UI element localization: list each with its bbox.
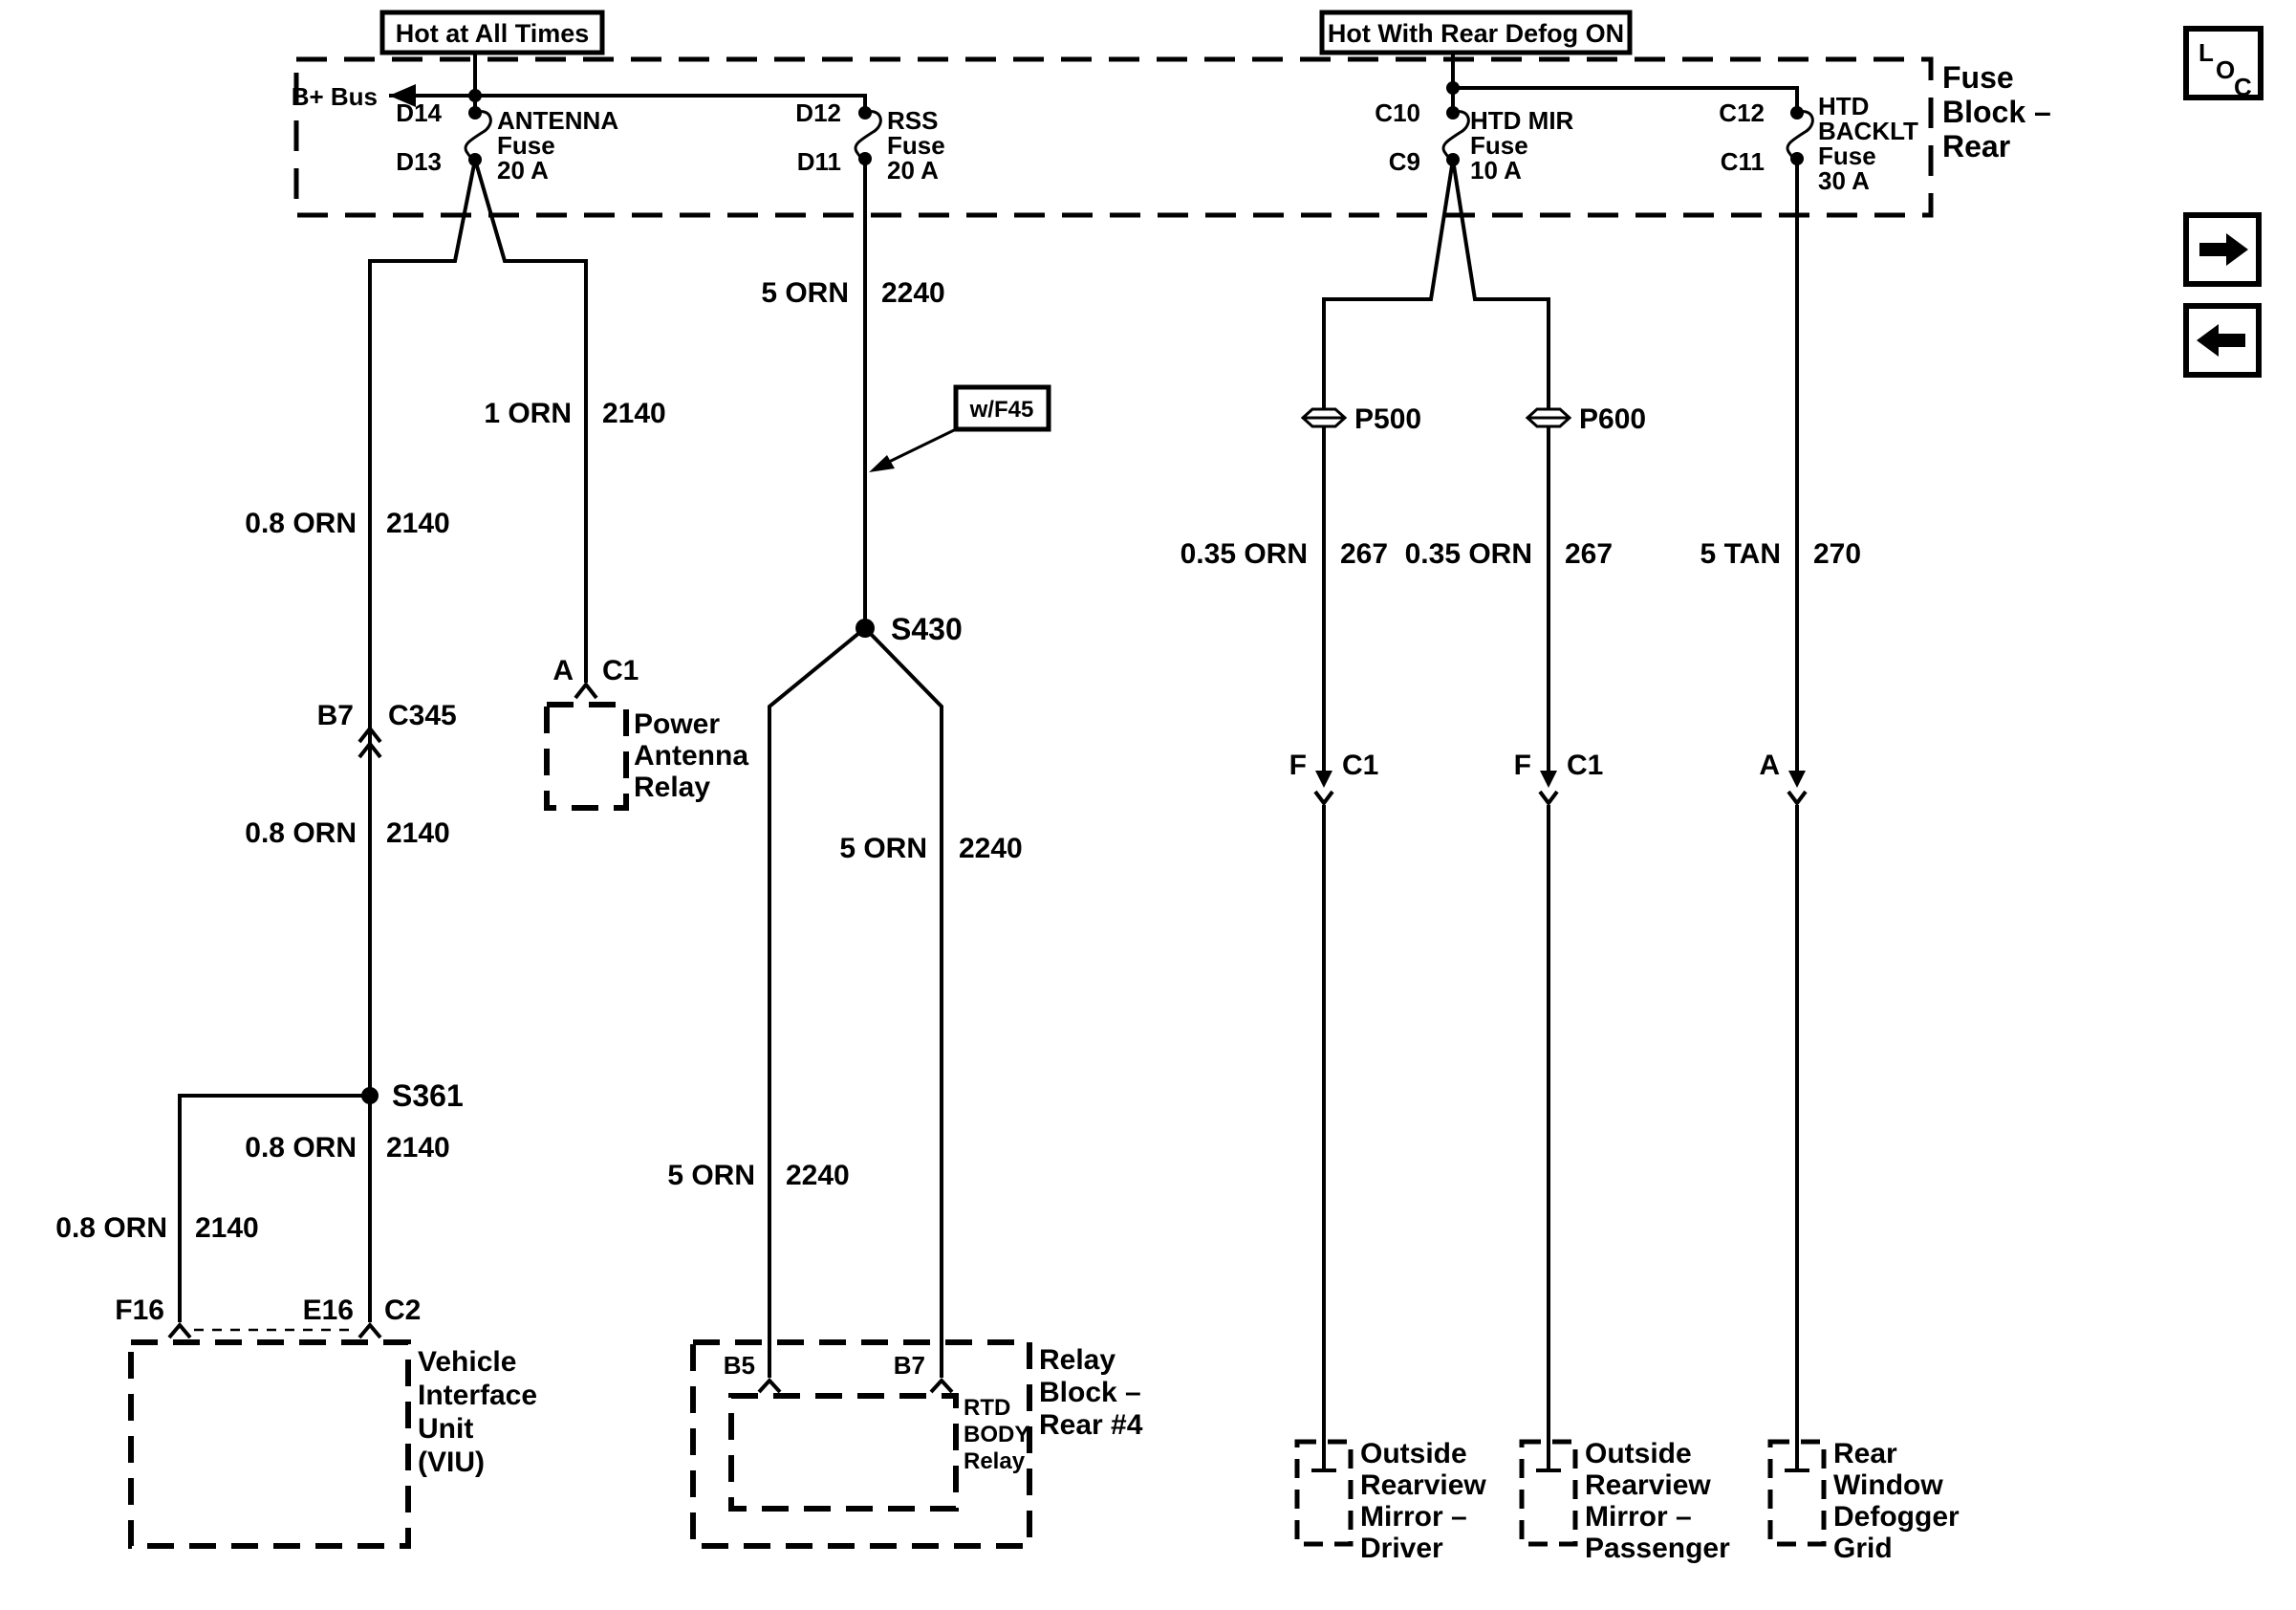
pin-d13: D13 — [396, 147, 442, 176]
viu-label4: (VIU) — [418, 1447, 485, 1478]
wf45-pointer-arrowhead — [869, 455, 895, 472]
htd-backlt-fuse-name2: BACKLT — [1818, 117, 1918, 145]
connector-viu-pin-e16: E16 — [302, 1295, 354, 1326]
relay-block-pin-b7: B7 — [893, 1351, 925, 1380]
fuse-block-label-line2: Block – — [1942, 95, 2051, 129]
p600-label: P600 — [1579, 403, 1647, 435]
relay-block-pin-b5: B5 — [723, 1351, 755, 1380]
viu-label3: Unit — [418, 1413, 474, 1445]
htd-mir-fuse-word: Fuse — [1470, 131, 1528, 160]
wire-label-orn1-circuit: 2140 — [602, 398, 666, 429]
prev-page-button[interactable] — [2186, 306, 2259, 375]
wire-label-passenger-size: 0.35 ORN — [1404, 538, 1532, 570]
htd-backlt-fuse-rating: 30 A — [1818, 166, 1870, 195]
connector-chevron — [1788, 792, 1806, 803]
hot-with-rear-defog-label: Hot With Rear Defog ON — [1327, 19, 1625, 48]
connector-f-c1-driver — [1315, 771, 1332, 803]
antenna-fuse-name: ANTENNA — [497, 106, 619, 135]
connector-viu-pin-f16: F16 — [115, 1295, 164, 1326]
bplus-bus-label: B+ Bus — [291, 82, 378, 111]
wire-label-orn08-1-size: 0.8 ORN — [245, 508, 357, 539]
htd-mir-fuse-rating: 10 A — [1470, 156, 1522, 185]
antenna-fuse-rating: 20 A — [497, 156, 549, 185]
antenna-fuse-word: Fuse — [497, 131, 555, 160]
htd-mir-fuse-name: HTD MIR — [1470, 106, 1574, 135]
hot-at-all-times-label: Hot at All Times — [395, 19, 590, 48]
wire-label-defogger-circuit: 270 — [1813, 538, 1862, 570]
mirror-driver-label2: Rearview — [1360, 1469, 1486, 1501]
wire-label-orn5-top-size: 5 ORN — [761, 277, 849, 309]
connector-antenna-relay-pin: A — [552, 655, 574, 686]
wire-label-orn1-size: 1 ORN — [484, 398, 572, 429]
connector-arrowhead — [1788, 771, 1806, 788]
relay-block-label2: Block – — [1039, 1377, 1141, 1408]
wire-label-orn5-left-size: 5 ORN — [667, 1160, 755, 1191]
wire-mirror-passenger-feed-top — [1453, 160, 1549, 409]
mirror-driver-label1: Outside — [1360, 1438, 1467, 1469]
connector-chevron — [1315, 792, 1332, 803]
wire-label-orn08-2-circuit: 2140 — [386, 817, 450, 849]
wire-label-orn08-4-size: 0.8 ORN — [55, 1212, 167, 1244]
mirror-passenger-label2: Rearview — [1585, 1469, 1711, 1501]
connector-viu-name-c2: C2 — [384, 1295, 422, 1326]
wire-rtd-b5 — [769, 628, 865, 1378]
wire-label-defogger-size: 5 TAN — [1700, 538, 1781, 570]
connector-a-defogger-pin: A — [1759, 750, 1780, 781]
pin-c10: C10 — [1375, 98, 1420, 127]
wire-bplus-bus — [389, 96, 865, 113]
loc-letter-c: C — [2234, 73, 2252, 101]
defogger-grid-label1: Rear — [1833, 1438, 1897, 1469]
power-antenna-relay-label1: Power — [634, 708, 721, 740]
junction-dot-left — [468, 89, 482, 102]
wire-label-orn08-3-size: 0.8 ORN — [245, 1132, 357, 1164]
p500-label: P500 — [1354, 403, 1422, 435]
relay-block-label3: Rear #4 — [1039, 1409, 1143, 1441]
wire-rtd-b7 — [865, 628, 942, 1378]
connector-arrowhead — [1540, 771, 1557, 788]
viu-chevron-f16 — [169, 1325, 190, 1338]
connector-c1-driver-name: C1 — [1342, 750, 1379, 781]
viu-label2: Interface — [418, 1380, 538, 1411]
wire-label-driver-circuit: 267 — [1340, 538, 1389, 570]
power-antenna-relay-label3: Relay — [634, 772, 711, 803]
connector-arrowhead — [1315, 771, 1332, 788]
wf45-pointer-line — [887, 429, 956, 463]
rtd-body-relay-label2: BODY — [964, 1422, 1030, 1447]
mirror-driver-label4: Driver — [1360, 1533, 1443, 1564]
pin-c9: C9 — [1388, 147, 1420, 176]
wire-label-driver-size: 0.35 ORN — [1180, 538, 1308, 570]
wf45-label: w/F45 — [969, 397, 1034, 423]
pin-c12: C12 — [1719, 98, 1765, 127]
viu-label1: Vehicle — [418, 1346, 517, 1378]
mirror-passenger-label4: Passenger — [1585, 1533, 1730, 1564]
pin-d14: D14 — [396, 98, 442, 127]
htd-backlt-fuse-name1: HTD — [1818, 92, 1870, 120]
viu-chevron-e16 — [359, 1325, 380, 1338]
right-arrow-shaft — [2199, 243, 2226, 256]
mirror-passenger-label3: Mirror – — [1585, 1501, 1692, 1533]
wire-label-orn5-right-size: 5 ORN — [839, 833, 927, 864]
htd-backlt-fuse-word: Fuse — [1818, 141, 1876, 170]
left-arrow-shaft — [2219, 334, 2245, 347]
connector-c345-pin: B7 — [316, 700, 354, 731]
rtd-body-relay-box — [731, 1396, 956, 1509]
loc-button[interactable] — [2186, 29, 2261, 101]
rtd-body-relay-label1: RTD — [964, 1395, 1011, 1421]
wire-label-orn08-4-circuit: 2140 — [195, 1212, 259, 1244]
connector-a-defogger — [1788, 771, 1806, 803]
connector-f-passenger-pin: F — [1513, 750, 1531, 781]
p600-connector — [1527, 409, 1570, 426]
mirror-driver-label3: Mirror – — [1360, 1501, 1467, 1533]
relay-block-chevron-b5 — [759, 1381, 780, 1392]
rss-fuse-name: RSS — [887, 106, 939, 135]
splice-s361-label: S361 — [392, 1078, 464, 1113]
connector-f-c1-passenger — [1540, 771, 1557, 803]
wire-label-orn5-right-circuit: 2240 — [959, 833, 1023, 864]
wire-s361-branch — [180, 1096, 370, 1322]
wire-label-orn08-1-circuit: 2140 — [386, 508, 450, 539]
junction-dot-right — [1446, 81, 1460, 95]
rtd-body-relay-label3: Relay — [964, 1448, 1026, 1474]
pin-d11: D11 — [796, 147, 841, 176]
wire-label-orn5-top-circuit: 2240 — [881, 277, 945, 309]
wire-label-passenger-circuit: 267 — [1565, 538, 1614, 570]
relay-block-chevron-b7 — [931, 1381, 952, 1392]
connector-c1-passenger-name: C1 — [1567, 750, 1604, 781]
power-antenna-relay-box — [547, 705, 626, 808]
viu-box — [131, 1342, 408, 1546]
rss-fuse-word: Fuse — [887, 131, 945, 160]
loc-letter-o: O — [2216, 55, 2236, 84]
relay-block-label1: Relay — [1039, 1344, 1116, 1376]
wire-label-orn08-3-circuit: 2140 — [386, 1132, 450, 1164]
wire-label-orn5-left-circuit: 2240 — [786, 1160, 850, 1191]
defogger-grid-label2: Window — [1833, 1469, 1943, 1501]
fuse-block-label-line1: Fuse — [1942, 60, 2014, 95]
connector-f-driver-pin: F — [1289, 750, 1307, 781]
pin-c11: C11 — [1720, 147, 1765, 176]
wire-mirror-driver-feed-top — [1324, 160, 1453, 409]
connector-chevron — [1540, 792, 1557, 803]
defogger-grid-label4: Grid — [1833, 1533, 1893, 1564]
loc-letter-l: L — [2199, 38, 2214, 67]
antenna-relay-chevron — [575, 685, 596, 698]
pin-d12: D12 — [795, 98, 841, 127]
connector-antenna-relay-name: C1 — [602, 655, 639, 686]
defogger-grid-label3: Defogger — [1833, 1501, 1960, 1533]
rss-fuse-rating: 20 A — [887, 156, 939, 185]
p500-connector — [1303, 409, 1345, 426]
power-antenna-relay-label2: Antenna — [634, 740, 748, 772]
next-page-button[interactable] — [2186, 215, 2259, 284]
fuse-block-label-line3: Rear — [1942, 129, 2011, 163]
mirror-passenger-label1: Outside — [1585, 1438, 1692, 1469]
wire-label-orn08-2-size: 0.8 ORN — [245, 817, 357, 849]
splice-s430-label: S430 — [891, 612, 963, 646]
connector-c345-name: C345 — [388, 700, 457, 731]
